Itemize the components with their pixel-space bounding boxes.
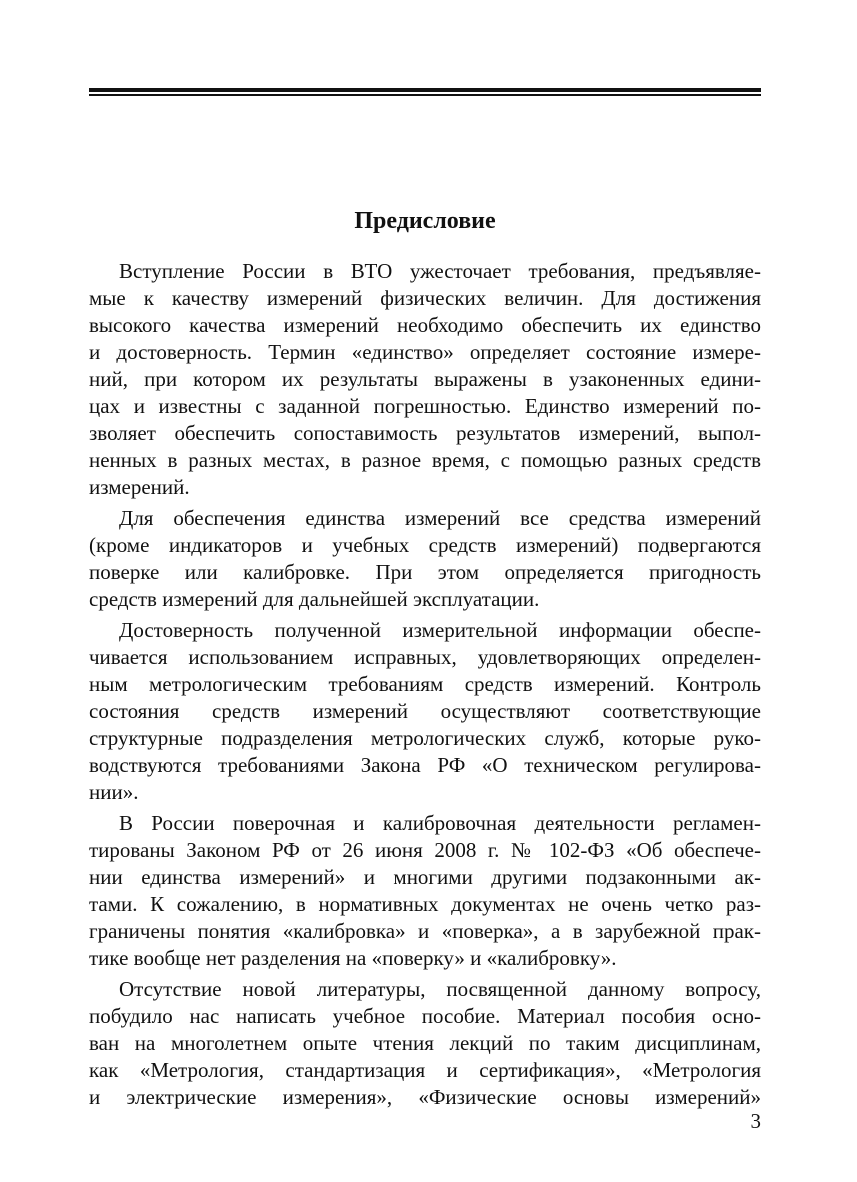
text-line: измерений. (89, 475, 190, 499)
text-line: чивается использованием исправных, удовлетворяющих определен- (89, 645, 761, 669)
text-line: Отсутствие новой литературы, посвященной данному вопросу, (119, 977, 761, 1001)
text-line: (кроме индикаторов и учебных средств измерений) подвергаются (89, 533, 761, 557)
text-line: побудило нас написать учебное пособие. Материал пособия осно- (89, 1004, 761, 1028)
page-title: Предисловие (354, 208, 496, 234)
header-rule-thick (89, 88, 761, 92)
text-line: цах и известны с заданной погрешностью. Единство измерений по- (89, 394, 761, 418)
text-line: тике вообще нет разделения на «поверку» и «калибровку». (89, 946, 617, 970)
text-line: тами. К сожалению, в нормативных документах не очень четко раз- (89, 892, 761, 916)
text-line: высокого качества измерений необходимо обеспечить их единство (89, 313, 761, 337)
text-line: мые к качеству измерений физических величин. Для достижения (89, 286, 761, 310)
text-line: ненных в разных местах, в разное время, с помощью разных средств (89, 448, 761, 472)
text-line: водствуются требованиями Закона РФ «О техническом регулирова- (89, 753, 761, 777)
text-line: ван на многолетнем опыте чтения лекций по таким дисциплинам, (89, 1031, 761, 1055)
paragraph (89, 976, 761, 1111)
text-line: Достоверность полученной измерительной информации обеспе- (119, 618, 761, 642)
text-line: поверке или калибровке. При этом определяется пригодность (89, 560, 761, 584)
header-rule (89, 88, 761, 96)
paragraph (89, 810, 761, 972)
text-line: ний, при котором их результаты выражены в узаконенных едини- (89, 367, 761, 391)
paragraph (89, 617, 761, 806)
text-line: нии единства измерений» и многими другими подзаконными ак- (89, 865, 761, 889)
text-line: структурные подразделения метрологических служб, которые руко- (89, 726, 761, 750)
text-line: Для обеспечения единства измерений все средства измерений (119, 506, 761, 530)
page-number: 3 (750, 1109, 761, 1133)
text-line: и электрические измерения», «Физические основы измерений» (89, 1085, 761, 1109)
text-line: состояния средств измерений осуществляют соответствующие (89, 699, 761, 723)
text-line: средств измерений для дальнейшей эксплуатации. (89, 587, 540, 611)
text-line: как «Метрология, стандартизация и сертификация», «Метрология (89, 1058, 761, 1082)
header-rule-thin (89, 94, 761, 96)
text-line: тированы Законом РФ от 26 июня 2008 г. № 102-ФЗ «Об обеспече- (89, 838, 761, 862)
text-line: нии». (89, 780, 139, 804)
text-line: ным метрологическим требованиям средств измерений. Контроль (89, 672, 761, 696)
text-line: В России поверочная и калибровочная деятельности регламен- (119, 811, 761, 835)
text-line: граничены понятия «калибровка» и «поверка», а в зарубежной прак- (89, 919, 761, 943)
text-line: Вступление России в ВТО ужесточает требования, предъявляе- (119, 259, 761, 283)
body-text (89, 258, 761, 1115)
text-line: и достоверность. Термин «единство» определяет состояние измере- (89, 340, 761, 364)
paragraph (89, 258, 761, 501)
paragraph (89, 505, 761, 613)
text-line: зволяет обеспечить сопоставимость результатов измерений, выпол- (89, 421, 761, 445)
